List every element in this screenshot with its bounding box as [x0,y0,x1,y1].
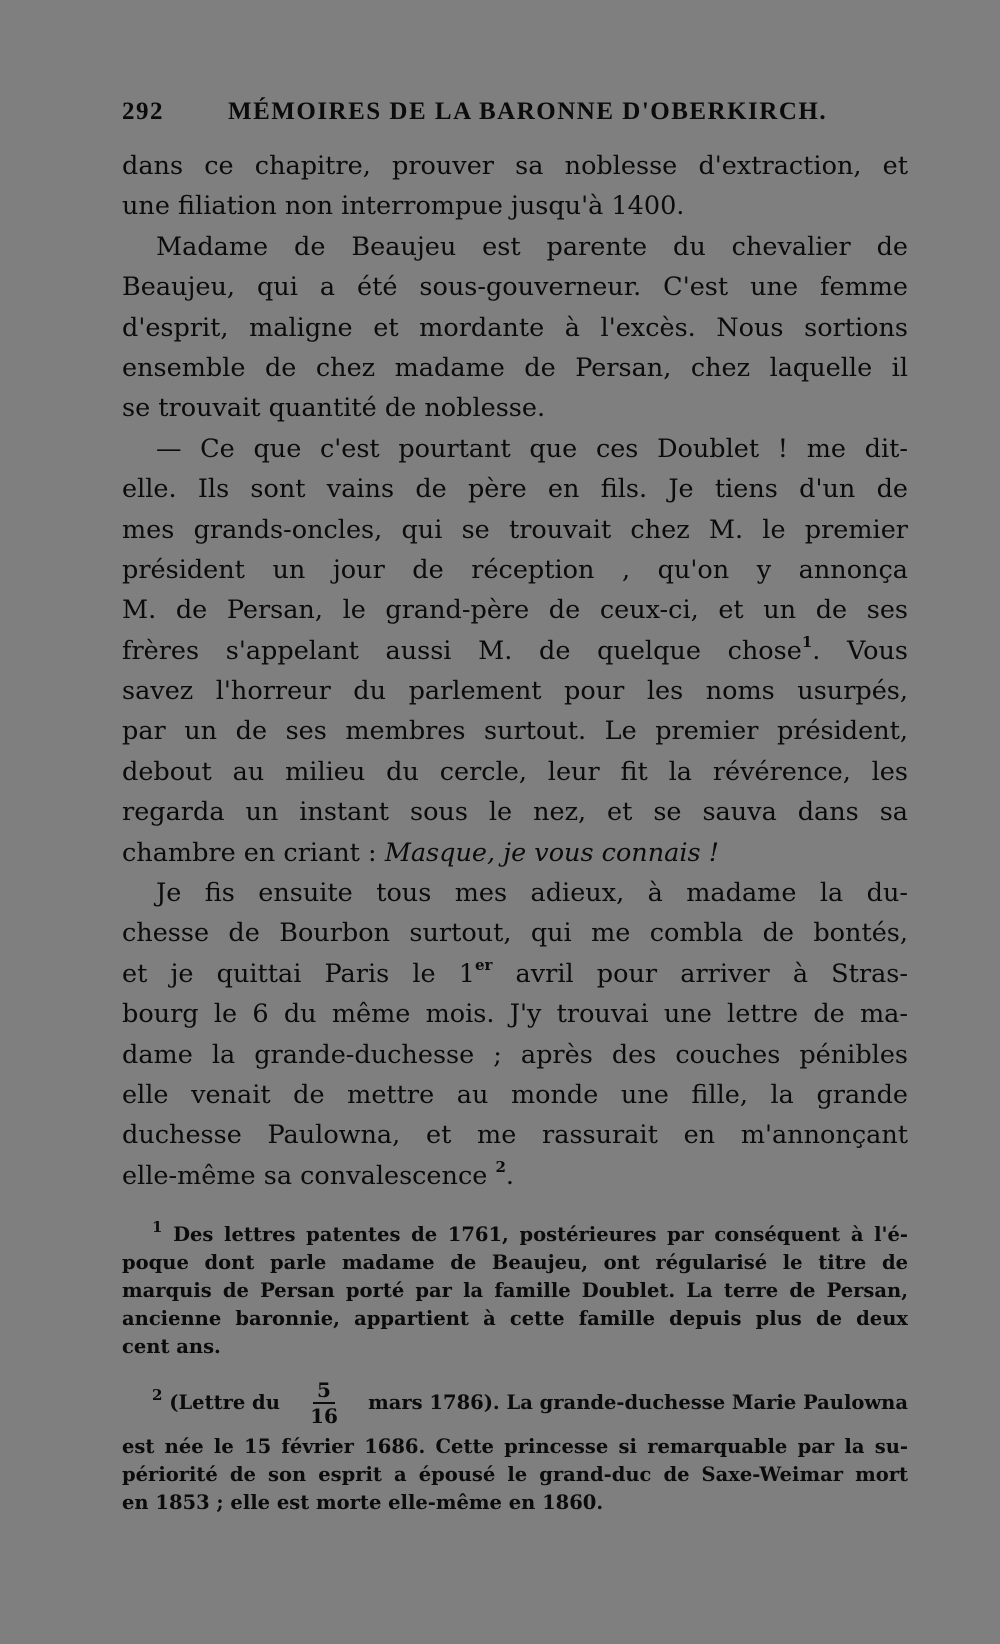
text-line [122,388,908,428]
text-line [122,469,908,509]
line-text: par un de ses membres surtout. Le premier président, [122,716,908,747]
page-number: 292 [122,98,164,125]
text-line [122,186,908,226]
text-line [122,429,908,469]
text-line [122,954,908,994]
footnote-marker: 1 [152,1221,163,1236]
line-text-tail: . Vous [812,635,908,666]
footnote-line [122,1277,908,1305]
fraction-denominator: 16 [310,1404,338,1428]
line-text: bourg le 6 du même mois. J'y trouvai une lettre de ma- [122,999,908,1030]
text-line [122,227,908,267]
text-line [122,1156,908,1196]
footnote-line [122,1461,908,1489]
running-header [122,98,912,134]
line-text: duchesse Paulowna, et me rassurait en m'annonçant [122,1120,908,1151]
line-text: Beaujeu, qui a été sous-gouverneur. C'est une femme [122,272,908,303]
italic-text: Masque, je vous connais ! [384,837,719,868]
footnote-text: poque dont parle madame de Beaujeu, ont régularisé le titre de [122,1251,908,1274]
text-line [122,550,908,590]
line-text: elle venait de mettre au monde une fille, la grande [122,1079,908,1110]
line-text: Madame de Beaujeu est parente du chevalier de [156,231,908,262]
text-line [122,590,908,630]
text-line [122,631,908,671]
text-line [122,1035,908,1075]
footnote-text: est née le 15 février 1686. Cette princesse si remarquable par la su- [122,1435,908,1458]
footnote-text: Des lettres patentes de 1761, postérieures par conséquent à l'é- [173,1223,908,1246]
text-line [122,671,908,711]
text-line [122,267,908,307]
line-text: dans ce chapitre, prouver sa noblesse d'extraction, et [122,151,908,181]
line-text: et je quittai Paris le 1 [122,958,475,989]
line-text: chesse de Bourbon surtout, qui me combla de bontés, [122,918,908,949]
footnote-text: mars 1786). La grande-duchesse Marie Paulowna [368,1391,908,1414]
text-line [122,308,908,348]
footnotes [122,1221,908,1517]
superscript: er [474,956,493,975]
line-text-tail: avril pour arriver à Stras- [492,958,908,989]
footnote-text: ancienne baronnie, appartient à cette famille depuis plus de deux [122,1307,908,1330]
fraction-numerator: 5 [313,1378,335,1404]
line-text: frères s'appelant aussi M. de quelque chose [122,635,802,666]
text-line [122,833,908,873]
line-text-tail: . [505,1160,514,1191]
superscript: 2 [495,1158,506,1177]
line-text: mes grands-oncles, qui se trouvait chez M. le premier [122,514,908,545]
footnote-text: en 1853 ; elle est morte elle-même en 1860. [122,1491,604,1514]
footnote-line [122,1373,908,1433]
line-text: une filiation non interrompue jusqu'à 1400. [122,191,685,222]
text-line [122,146,908,186]
footnote-text: périorité de son esprit a épousé le grand-duc de Saxe-Weimar mort [122,1463,908,1486]
footnote-line [122,1489,908,1517]
footnote-1 [122,1221,908,1361]
footnote-line [122,1249,908,1277]
text-line [122,711,908,751]
line-text: président un jour de réception , qu'on y annonça [122,554,908,585]
footnote-line [122,1221,908,1249]
text-line [122,792,908,832]
line-text: debout au milieu du cercle, leur fit la révérence, les [122,756,908,787]
footnote-line [122,1305,908,1333]
running-head-title: MÉMOIRES DE LA BARONNE D'OBERKIRCH. [228,98,828,125]
superscript: 1 [801,633,813,652]
footnote-line [122,1333,908,1361]
line-text: M. de Persan, le grand-père de ceux-ci, et un de ses [122,595,908,626]
line-text: — Ce que c'est pourtant que ces Doublet ! me dit- [156,433,908,464]
line-text: regarda un instant sous le nez, et se sauva dans sa [122,797,908,828]
line-text: chambre en criant : [122,837,385,868]
line-text: d'esprit, maligne et mordante à l'excès. Nous sortions [122,312,908,343]
line-text: Je fis ensuite tous mes adieux, à madame la du- [156,878,908,909]
line-text: dame la grande-duchesse ; après des couches pénibles [122,1039,908,1070]
line-text: elle-même sa convalescence [122,1160,496,1191]
text-line [122,913,908,953]
body-text [122,146,908,1196]
text-line [122,752,908,792]
text-line [122,873,908,913]
footnote-text: marquis de Persan porté par la famille Doublet. La terre de Persan, [122,1279,908,1302]
footnote-2 [122,1373,908,1517]
footnote-text: cent ans. [122,1335,221,1358]
footnote-text: (Lettre du [169,1391,280,1414]
text-line [122,348,908,388]
footnote-marker: 2 [152,1385,163,1404]
footnote-line [122,1433,908,1461]
text-line [122,1075,908,1115]
text-line [122,1115,908,1155]
line-text: elle. Ils sont vains de père en fils. Je tiens d'un de [122,474,908,505]
text-line [122,510,908,550]
fraction [306,1378,342,1428]
line-text: ensemble de chez madame de Persan, chez laquelle il [122,352,908,383]
text-line [122,994,908,1034]
line-text: savez l'horreur du parlement pour les noms usurpés, [122,676,908,707]
line-text: se trouvait quantité de noblesse. [122,393,546,424]
